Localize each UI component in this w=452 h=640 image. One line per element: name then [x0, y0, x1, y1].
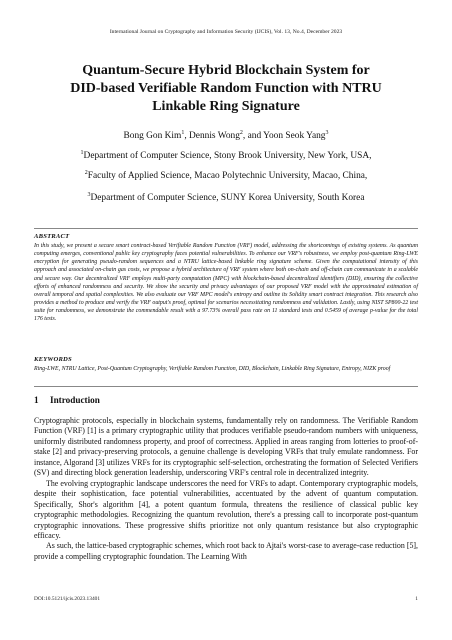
affiliation-3 — [0, 192, 452, 203]
body-paragraph-2: The evolving cryptographic landscape underscores the need for VRFs to adapt. Contemporary cryptographic models, despite their sophistication, face potential vulnerabilities, accentuated by the advent of quantum computation. Specifically, Shor's algorithm [4], a potent quantum formula, threatens the resilience of classical public key cryptographic methodologies. Recognizing the quantum revolution, there's a pressing call to incorporate post-quantum cryptographic innovations. These progressive shifts prioritize not only quantum resistance but also cryptographic efficacy. — [34, 478, 418, 540]
author-1: Bong Gon Kim — [123, 131, 182, 141]
paper-title — [40, 62, 412, 116]
section-title: Introduction — [50, 395, 100, 405]
section-number: 1 — [34, 395, 39, 405]
section-body — [34, 416, 418, 562]
abstract-top-rule — [34, 228, 418, 229]
author-list: Bong Gon Kim$^1$, Dennis Wong$^2$, and Yoon Seok Yang$^3$ — [123, 130, 329, 141]
author-3-affil-mark: 3 — [325, 130, 329, 136]
title-line-3: Linkable Ring Signature — [152, 99, 300, 114]
affiliation-3-text: Department of Computer Science, SUNY Korea University, South Korea — [90, 193, 365, 203]
body-paragraph-3: As such, the lattice-based cryptographic schemes, which root back to Ajtai's worst-case to average-case reduction [5], provide a compelling cryptographic foundation. The Learning With — [34, 541, 418, 561]
journal-header: International Journal on Cryptography and Information Security (IJCIS), Vol. 13, No.4, December 2023 — [109, 29, 343, 35]
abstract-text: In this study, we present a secure smart contract-based Verifiable Random Function (VRF) model, addressing the shortcomings of existing systems. As quantum computing emerges, conventional public key cryptography faces potential vulnerabilities. To enhance our VRF's robustness, we employ post-quantum Ring-LWE encryption for generating pseudo-random sequences and a NTRU lattice-based linkable ring signature scheme. Given the computational intensity of this approach and associated on-chain gas costs, we propose a hybrid architecture of VRF system where both on-chain and off-chain can communicate in a scalable and secure way. Our decentralized VRF employs multi-party computation (MPC) with blockchain-based decentralized identifiers (DID), ensuring the collective efforts of enhanced randomness and security. We show the security and privacy advantages of our proposed VRF model with the approximated estimation of overall temporal and spatial complexities. We also evaluate our VRF MPC model's entropy and outline its Solidity smart contract integration. This research also provides a method to produce and verify the VRF output's proof, optimal for scenarios necessitating randomness and validation. Lastly, using NIST SP800-22 test suite for randomness, we demonstrate the commendable result with a 97.73% overall pass rate on 11 standard tests and 0.5459 of average p-value for the total 176 tests. — [34, 243, 418, 323]
affiliation-1-mark: 1 — [80, 150, 84, 156]
abstract-heading: ABSTRACT — [34, 233, 70, 240]
title-line-1: Quantum-Secure Hybrid Blockchain System for — [82, 63, 370, 78]
affiliation-1 — [0, 150, 452, 161]
affiliation-1-text: Department of Computer Science, Stony Brook University, New York, USA, — [83, 151, 372, 161]
affiliation-2-text: Faculty of Applied Science, Macao Polytechnic University, Macao, China, — [87, 171, 368, 181]
author-3: and Yoon Seok Yang — [247, 131, 326, 141]
page-number: 1 — [415, 596, 418, 602]
doi-footer: DOI:10.5121/ijcis.2023.13401 — [34, 596, 101, 602]
title-line-2: DID-based Verifiable Random Function with NTRU — [70, 81, 382, 96]
affiliation-2-mark: 2 — [84, 170, 88, 176]
affiliation-3-mark: 3 — [87, 192, 91, 198]
author-2-affil-mark: 2 — [239, 130, 243, 136]
affiliation-2 — [0, 170, 452, 181]
section-heading — [34, 395, 100, 405]
keywords-bottom-rule — [34, 386, 418, 387]
keywords-heading: KEYWORDS — [34, 356, 72, 363]
author-1-affil-mark: 1 — [181, 130, 185, 136]
author-2: Dennis Wong — [189, 131, 240, 141]
body-paragraph-1: Cryptographic protocols, especially in blockchain systems, fundamentally rely on randomness. The Verifiable Random Function (VRF) [1] is a primary cryptographic utility that produces verifiable pseudo-random numbers with uniqueness, uniformly distributed randomness property, and proof of correctness. Applied in areas ranging from lotteries to proof-of-stake [2] and privacy-preserving protocols, a genuine challenge is developing VRFs that truly emulate randomness. For instance, Algorand [3] utilizes VRFs for its cryptographic self-selection, orchestrating the formation of Selected Verifiers (SV) and directing block generation leadership, underscoring VRF's central role in decentralized integrity. — [34, 416, 418, 478]
keywords-text: Ring-LWE, NTRU Lattice, Post-Quantum Cryptography, Verifiable Random Function, DID, Blockchain, Linkable Ring Signature, Entropy, NIZK proof — [34, 366, 391, 372]
